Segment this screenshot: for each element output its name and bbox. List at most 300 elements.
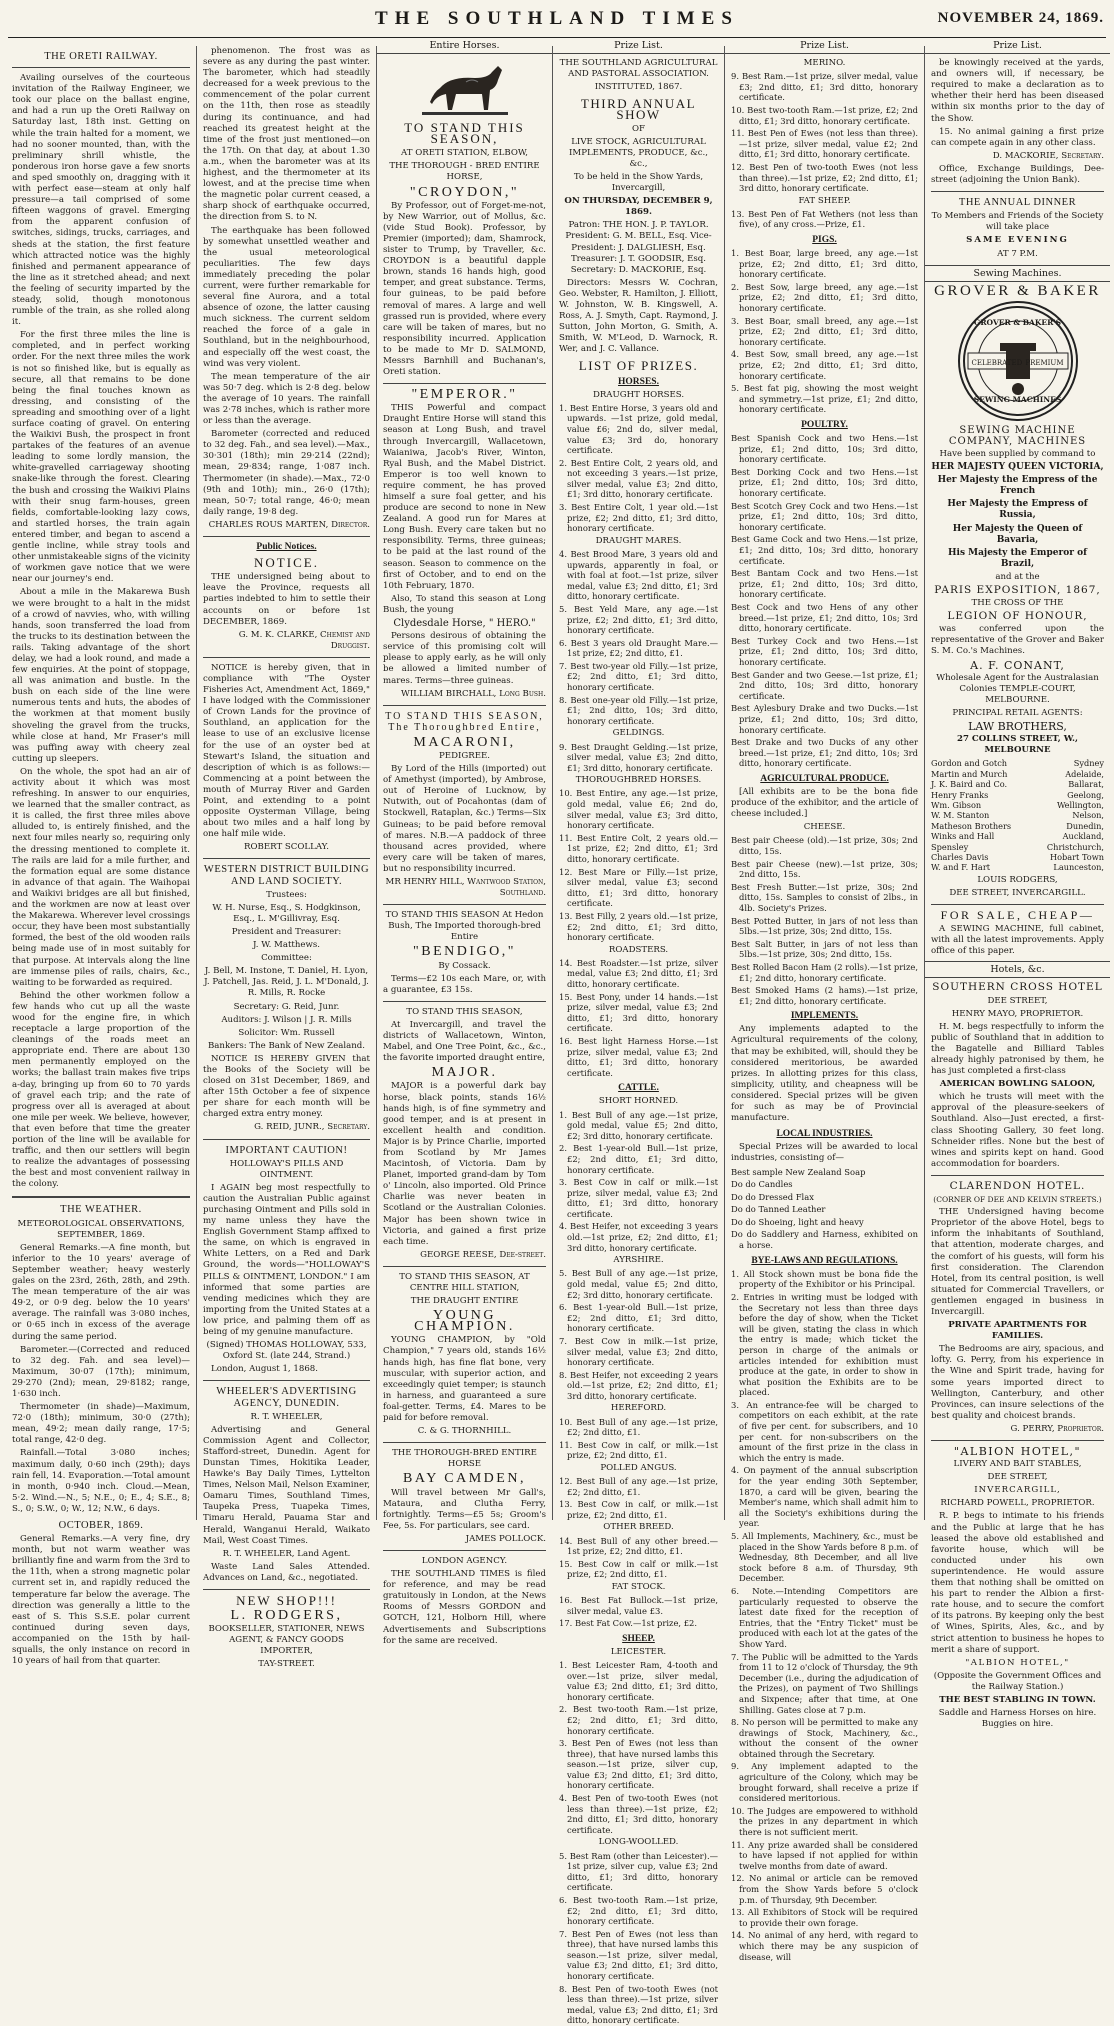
prize-item: 8. Best Pen of two-tooth Ewes (not less than three).—1st prize, silver medal, value £3; 2nd ditto, £1; 3rd ditto, honorary certificate. (559, 1983, 718, 2026)
directors: Directors: Messrs W. Cochran, Geo. Webster, R. Hamilton, J. Elliott, W. Johnston, W. B. Kingswell, A. Ross, A. J. Smyth, Capt. Raymond, J. Sutton, John Morton, G. Smith, A. Smith, W. M'Leod, D. Warnock, R. Wer, and J. C. Vallance. (559, 277, 718, 355)
ad-lead: TO STAND THIS SEASON, The Thoroughbred Entire, (385, 710, 544, 733)
wheeler-signature: R. T. WHEELER, Land Agent. (222, 1548, 351, 1559)
value: Auditors: J. Wilson | J. R. Mills (221, 1014, 352, 1025)
ad-place: AT ORETI STATION, ELBOW, (401, 148, 528, 159)
royal-patron: Her Majesty the Queen of Bavaria, (952, 523, 1083, 545)
agri-note: [All exhibits are to be the bona fide produce of the exhibitor, and the article of cheese included.] (731, 787, 918, 820)
ad-text: Terms—£2 10s each Mare, or, with a guarantee, £3 15s. (383, 973, 546, 995)
value: Bankers: The Bank of New Zealand. (207, 1040, 365, 1051)
agent-row (931, 779, 1104, 789)
prize-item: 3. Best Cow in calf or milk.—1st prize, silver medal, value £3; 2nd ditto, £1; 3rd ditto, honorary certificate. (559, 1177, 718, 1219)
divider (383, 1442, 546, 1443)
prize-list (559, 403, 718, 534)
company-name: SEWING MACHINE COMPANY, MACHINES (948, 424, 1087, 447)
label: Committee: (261, 953, 312, 964)
shop-heading: NEW SHOP!!! (236, 1593, 337, 1608)
ad-lead: THE THOROUGH-BRED ENTIRE HORSE (392, 1448, 537, 1470)
divider (12, 67, 190, 68)
section-heading: Public Notices. (256, 542, 317, 553)
local-item: Do do Shoeing, light and heavy (731, 1216, 864, 1227)
section-heading: Hotels, &c. (925, 961, 1110, 978)
bylaw-item: 13. All Exhibitors of Stock will be required to provide their own forage. (731, 1907, 918, 1928)
weather-paragraph: General Remarks.—A very fine, dry month, but not warm weather was brilliantly fine and warm from the 3rd to the 11th, when a strong magnetic polar current set in, and rapidly reduced the temperature far below the average. The direction was generally a little to the east of S. This S.S.E. polar current continued during seven days, accompanied on the 15th by hail-squalls, the only instance on record in 10 years of hail from that quarter. (12, 1534, 190, 1667)
column-heading: Prize List. (725, 40, 924, 54)
masthead (8, 4, 1106, 38)
local-list (731, 1167, 918, 1251)
seal-right: PREMIUM (1025, 358, 1064, 367)
prize-list (559, 1660, 718, 1836)
column-heading: Entire Horses. (377, 40, 552, 54)
divider (383, 904, 546, 905)
prize-item: 7. Best Pen of Ewes (not less than three), that have nursed lambs this season.—1st prize, silver medal, value £3; 2nd ditto, £1; 3rd ditto, honorary certificate. (559, 1928, 718, 1982)
hotel-text: which he trusts will meet with the approval of the pleasure-seekers of Southland. Also—Just erected, a first-class Shooting Gallery, 30 feet long. Schneider rifles. None but the best of wines and spirits kept on hand. Good accommodation for boarders. (931, 1092, 1104, 1169)
agent-city: Ballarat, (1068, 779, 1104, 790)
ad-lead: TO STAND THIS SEASON At Hedon Bush, The Imported thorough-bred Entire (385, 910, 544, 943)
subsection: POLLED ANGUS. (600, 1462, 677, 1473)
divider (203, 657, 370, 658)
bylaws-list (731, 1269, 918, 1962)
wheeler-heading: WHEELER'S ADVERTISING AGENCY, DUNEDIN. (216, 1386, 357, 1409)
column-3 (376, 40, 552, 1646)
divider (931, 904, 1104, 905)
prize-list (559, 1536, 718, 1580)
divider (12, 1196, 190, 1198)
subsection: THOROUGHBRED HORSES. (575, 775, 702, 786)
cross-text: THE CROSS OF THE (971, 598, 1064, 609)
royal-patron: HER MAJESTY QUEEN VICTORIA, (931, 462, 1104, 473)
section-heading: IMPLEMENTS. (790, 1011, 859, 1022)
divider (383, 383, 546, 384)
local-item: Do do Dressed Flax (731, 1191, 814, 1202)
prize-item: 2. Best Entire Colt, 2 years old, and not exceeding 3 years.—1st prize, silver medal, value £3; 2nd ditto, £1; 3rd ditto, honorary certificate. (559, 457, 718, 500)
ad-signature: WILLIAM BIRCHALL, Long Bush. (401, 688, 546, 699)
subsection: CHEESE. (803, 822, 846, 833)
column-1 (6, 46, 196, 1667)
agent-city: Adelaide, (1065, 768, 1104, 779)
label: Trustees: (266, 889, 307, 900)
prize-item: 2. Best two-tooth Ram.—1st prize, £2; 2nd ditto, £1; 3rd ditto, honorary certificate. (559, 1704, 718, 1736)
prize-item: 1. Best Boar, large breed, any age.—1st prize, £2; 2nd ditto, £1; 3rd ditto, honorary certificate. (731, 248, 918, 280)
divider (383, 1266, 546, 1267)
notice-text: THE undersigned being about to leave the Province, requests all parties indebted to him to settle their accounts on or before 1st DECEMBER, 1869. (203, 572, 370, 627)
local-item: Do do Tanned Leather (731, 1204, 826, 1215)
prize-item: 4. Best Pen of two-tooth Ewes (not less than three).—1st prize, £2; 2nd ditto, £1; 3rd ditto, honorary certificate. (559, 1793, 718, 1835)
ad-sub: THE DRAUGHT ENTIRE (410, 1296, 519, 1307)
show-held: To be held in the Show Yards, Invercargill, (573, 171, 704, 194)
private-apartments: PRIVATE APARTMENTS FOR FAMILIES. (948, 1320, 1087, 1342)
hotel-street: DEE STREET, (987, 1472, 1048, 1483)
agent-city: Dunedin, (1066, 820, 1104, 831)
louis-rodgers: LOUIS RODGERS, (977, 874, 1058, 885)
ad-lead: TO STAND THIS SEASON, (404, 120, 525, 147)
prize-item: 9. Best Ram.—1st prize, silver medal, value £3; 2nd ditto, £1; 3rd ditto, honorary certificate. (731, 71, 918, 103)
column-6 (924, 40, 1110, 1730)
prize-item: Best Salt Butter, in jars of not less than 5lbs.—1st prize, 30s; 2nd ditto, 15s. (731, 938, 918, 960)
notice-signature: ROBERT SCOLLAY. (244, 842, 329, 853)
hotel-name: "ALBION HOTEL," (965, 1657, 1070, 1668)
prize-item: 14. Best Bull of any other breed.—1st prize, £2; 2nd ditto, £1. (559, 1535, 718, 1557)
legion-text: LEGION OF HONOUR, (947, 610, 1088, 623)
prize-item: 4. Best Brood Mare, 3 years old and upwards, apparently in foal, or with foal at foot.—1st prize, silver medal, value £3; 2nd ditto, £1; 3rd ditto, honorary certificate. (559, 548, 718, 602)
conferred-text: was conferred upon the representative of the Grover and Baker S. M. Co.'s Machines. (931, 624, 1104, 657)
secretary-signature: D. MACKORIE, Secretary. (992, 150, 1104, 161)
horse-name: BAY CAMDEN, (403, 1471, 526, 1487)
prize-item: 13. Best Pen of Fat Wethers (not less than five), of any cross.—Prize, £1. (731, 208, 918, 230)
issue-date: NOVEMBER 24, 1869. (937, 10, 1104, 26)
horse-name: "EMPEROR." (411, 387, 518, 403)
weather-paragraph: Barometer.—(Corrected and reduced to 32 deg. Fah. and sea level)—Maximum, 30·07 (17th); minimum, 29·270 (2nd); mean, 29·8182; range, 1·630 inch. (12, 1344, 190, 1399)
caution-heading: IMPORTANT CAUTION! (225, 1144, 348, 1156)
prize-item: 3. Best Entire Colt, 1 year old.—1st prize, £2; 2nd ditto, £1; 3rd ditto, honorary certificate. (559, 502, 718, 534)
hotel-text: H. M. begs respectfully to inform the public of Southland that in addition to the Bagatelle and Billiard Tables already highly patronised by them, he has just completed a first-class (931, 1021, 1104, 1077)
prize-item: 5. Best Yeld Mare, any age.—1st prize, £2; 2nd ditto, £1; 3rd ditto, honorary certificate. (559, 603, 718, 636)
rodgers-description: BOOKSELLER, STATIONER, NEWS AGENT, & FANCY GOODS IMPORTER, (208, 1624, 365, 1657)
agent-name: Winks and Hall (931, 831, 995, 842)
weather-heading: THE WEATHER. (60, 1204, 142, 1216)
agent-name: Henry Franks (931, 789, 989, 800)
prize-list (559, 1476, 718, 1520)
agent-row (931, 769, 1104, 779)
bylaw-item: 4. On payment of the annual subscription for the year ending 30th September, 1870, a card will be given, bearing the Member's name, which shall admit him to all the Society's exhibitions during the year. (731, 1465, 918, 1529)
section-heading: PIGS. (812, 235, 837, 245)
association-name: THE SOUTHLAND AGRICULTURAL AND PASTORAL ASSOCIATION. (559, 58, 718, 80)
prize-item: 6. Best 3 years old Draught Mare.—1st prize, £2; 2nd ditto, £1. (559, 637, 718, 659)
holloway-date: London, August 1, 1868. (211, 1364, 318, 1375)
prize-item: 13. Best Cow in calf, or milk.—1st prize, £2; 2nd ditto, £1. (559, 1499, 718, 1520)
prize-item: 5. Best fat pig, showing the most weight and symmetry.—1st prize, £1; 2nd ditto, honorary certificate. (731, 383, 918, 415)
section-heading: LOCAL INDUSTRIES. (776, 1129, 873, 1140)
agent-row (931, 758, 1104, 768)
prize-item: 11. Best Entire Colt, 2 years old.—1st prize, £2; 2nd ditto, £1; 3rd ditto, honorary certificate. (559, 832, 718, 864)
prize-item: 5. Best Bull of any age.—1st prize, gold medal, value £5; 2nd ditto, £2; 3rd ditto, honorary certificate. (559, 1268, 718, 1300)
prize-item: Best Smoked Hams (2 hams).—1st prize, £1; 2nd ditto, honorary certificate. (731, 985, 918, 1006)
hotel-name: "ALBION HOTEL," (953, 1445, 1082, 1458)
show-title: THIRD ANNUAL SHOW (580, 96, 697, 123)
agent-name: Charles Davis (931, 851, 989, 862)
prize-item: 7. Best Cow in milk.—1st prize, silver medal, value £3; 2nd ditto, honorary certificate. (559, 1335, 718, 1368)
seal-left: CELEBRATED (971, 358, 1023, 367)
prize-item: 9. Best Draught Gelding.—1st prize, silver medal, value £3; 2nd ditto, £1; 3rd ditto, honorary certificate. (559, 741, 718, 773)
show-of: OF (631, 123, 645, 134)
prize-item: 11. Best Pen of Ewes (not less than three).—1st prize, silver medal, value £2; 2nd ditto, £1; 3rd ditto, honorary certificate. (731, 128, 918, 160)
agent-name: Gordon and Gotch (931, 758, 1008, 769)
holloway-signature: (Signed) THOMAS HOLLOWAY, 533, Oxford St. (late 244, Strand.) (206, 1340, 367, 1362)
section-heading: AGRICULTURAL PRODUCE. (760, 773, 889, 784)
agent-city: Geelong, (1067, 789, 1104, 800)
weather-signature: CHARLES ROUS MARTEN, Director. (208, 519, 370, 530)
royal-patron: Her Majesty the Empress of Russia, (947, 499, 1088, 521)
value: Secretary: G. Reid, Junr. (233, 1001, 340, 1012)
subsection: ROADSTERS. (608, 944, 669, 955)
prize-list (731, 71, 918, 194)
prize-item: 16. Best light Harness Horse.—1st prize, silver medal, value £3; 2nd ditto, £1; 3rd ditto, honorary certificate. (559, 1035, 718, 1078)
bylaw-item: 14. No animal of any herd, with regard to which there may be any suspicion of disease, will (731, 1930, 918, 1962)
prize-item: 8. Best one-year old Filly.—1st prize, £1; 2nd ditto, 10s; 3rd ditto, honorary certificate. (559, 694, 718, 726)
prize-item: Best Cock and two Hens of any other breed.—1st prize, £1; 2nd ditto, 10s; 3rd ditto, honorary certificate. (731, 602, 918, 634)
agent-row (931, 862, 1104, 872)
paris-exposition: PARIS EXPOSITION, 1867, (934, 584, 1101, 596)
for-sale-heading: FOR SALE, CHEAP— (940, 907, 1095, 922)
divider (931, 191, 1104, 192)
conant-name: A. F. CONANT, (970, 658, 1065, 672)
prize-item: 15. Best Pony, under 14 hands.—1st prize, silver medal, value £3; 2nd ditto, £1; 3rd ditto, honorary certificate. (559, 991, 718, 1034)
agent-city: Launceston, (1053, 862, 1104, 873)
ad-text: Also, To stand this season at Long Bush, the young (383, 593, 546, 615)
law-address: 27 COLLINS STREET, W., MELBOURNE (956, 734, 1078, 756)
hotel-owner: HENRY MAYO, PROPRIETOR. (951, 1008, 1084, 1019)
prize-item: 2. Best 1-year-old Bull.—1st prize, £2; 2nd ditto, £1; 3rd ditto, honorary certificate. (559, 1143, 718, 1175)
dinner-time: AT 7 P.M. (997, 248, 1038, 259)
and-at: and at the (995, 571, 1040, 582)
bylaw-continued: be knowingly received at the yards, and owners will, if necessary, be required to make a declaration as to whether their herd has been diseased within six months prior to the day of the Show. (931, 58, 1104, 124)
instituted: INSTITUTED, 1867. (594, 82, 683, 93)
rodgers-address: TAY-STREET. (258, 1659, 315, 1670)
weather-subheading: METEOROLOGICAL OBSERVATIONS, SEPTEMBER, 1869. (17, 1218, 185, 1240)
ad-signature: JAMES POLLOCK. (465, 1533, 546, 1544)
prize-item: 1. Best Leicester Ram, 4-tooth and over.—1st prize, silver medal, value £3; 2nd ditto, £1; 3rd ditto, honorary certificate. (559, 1659, 718, 1702)
royal-patron: His Majesty the Emperor of Brazil, (948, 547, 1087, 569)
divider (203, 858, 370, 859)
prize-item: 2. Best Sow, large breed, any age.—1st prize, £2; 2nd ditto, £1; 3rd ditto, honorary certificate. (731, 281, 918, 314)
for-sale-text: A SEWING MACHINE, full cabinet, with all the latest improvements. Apply office of this paper. (931, 924, 1104, 957)
column-2 (196, 46, 376, 1670)
ad-text: YOUNG CHAMPION, by "Old Champion," 7 years old, stands 16½ hands high, has fine flat bone, very muscular, with superior action, and exceedingly quiet temper; is staunch in harness, and guaranteed a sure foal-getter. Terms, £4. Mares to be paid for before removal. (383, 1335, 546, 1424)
ad-text: At Invercargill, and travel the districts of Wallacetown, Winton, Mabel, and One Tree Point, &c., &c., the favorite imported draught entire, (383, 1019, 546, 1064)
conant-description: Wholesale Agent for the Australasian Colonies TEMPLE-COURT, MELBOURNE. (936, 672, 1099, 705)
prize-item: 10. Best Entire, any age.—1st prize, gold medal, value £6; 2nd do, silver medal, value £3; 3rd ditto, honorary certificate. (559, 788, 718, 831)
prize-item: Best Scotch Grey Cock and two Hens.—1st prize, £1; 2nd ditto, 10s; 3rd ditto, honorary certificate. (731, 500, 918, 532)
prize-item: Best Game Cock and two Hens.—1st prize, £1; 2nd ditto, 10s; 3rd ditto, honorary certificate. (731, 534, 918, 566)
value: J. W. Matthews. (253, 940, 320, 951)
prize-list (559, 1268, 718, 1401)
weather-continued: phenomenon. The frost was as severe as any during the past winter. The barometer, which had steadily decreased for a week previous to the commencement of the polar current on the 11th, then rose as steadily during its continuance, and had reached its greatest height at the time of the frost just mentioned—on the 17th. On that day, at about 1.30 a.m., when the barometer was at its highest, and the thermometer at its lowest, and at the precise time when the magnetic polar current ceased, a sharp shock of earthquake occurred, the direction from S. to N. (203, 46, 370, 223)
prize-item: 10. Best two-tooth Ram.—1st prize, £2; 2nd ditto, £1; 3rd ditto, honorary certificate. (731, 104, 918, 126)
divider (383, 1550, 546, 1551)
local-item: Do do Saddlery and Harness, exhibited on a horse. (731, 1229, 918, 1251)
prize-item: Best Aylesbury Drake and two Ducks.—1st prize, £1; 2nd ditto, 10s; 3rd ditto, honorary certificate. (731, 703, 918, 735)
bowling-saloon: AMERICAN BOWLING SALOON, (939, 1079, 1096, 1090)
article-paragraph: About a mile in the Makarewa Bush we were brought to a halt in the midst of a crowd of navvies, who, with willing hands, soon transferred the load from the trucks to its destination between the rails. Taking advantage of the short delay, we had a look round, and made a few enquiries. At the point of stoppage, all was animation and bustle. In the bush on each side of the line were numerous tents and huts, the abodes of the workmen at that moment busily shoveling the gravel from the trucks, while close at hand, Mr Fraser's mill was puffing away with cheery zeal cutting up sleepers. (12, 587, 190, 764)
prize-item: 14. Best Roadster.—1st prize, silver medal, value £3; 2nd ditto, £1; 3rd ditto, honorary certificate. (559, 957, 718, 989)
divider (383, 1001, 546, 1002)
subsection: MERINO. (803, 58, 846, 69)
label: President and Treasurer: (231, 926, 342, 937)
prize-item: Best pair Cheese (old).—1st prize, 30s; 2nd ditto, 15s. (731, 835, 918, 856)
officers: Patron: THE HON. J. P. TAYLOR. President: G. M. BELL, Esq. Vice-President: J. DALGLIESH, Esq. Treasurer: J. T. GOODSIR, Esq. Secretary: D. MACKORIE, Esq. (565, 220, 712, 275)
prize-list (559, 1595, 718, 1629)
bylaw-item: 3. An entrance-fee will be charged to competitors on each exhibit, at the rate of five per cent. for subscribers, and 10 per cent. for non-subscribers on the amount of the first prize in the class in which the entry is made. (731, 1399, 918, 1463)
horse-name: "CROYDON," (409, 184, 520, 200)
hotel-owner: RICHARD POWELL, PROPRIETOR. (940, 1498, 1095, 1509)
prize-item: Best Bantam Cock and two Hens.—1st prize, £1; 2nd ditto, 10s; 3rd ditto, honorary certificate. (731, 568, 918, 600)
retail-heading: PRINCIPAL RETAIL AGENTS: (952, 707, 1083, 718)
ad-text: Persons desirous of obtaining the service of this promising colt will please to apply early, as he will only be allowed a limited number of mares. Terms—three guineas. (383, 631, 546, 686)
bylaw-item: 8. No person will be permitted to make any drawings of Stock, Machinery, &c., without the consent of the owner obtained through the Secretary. (731, 1717, 918, 1759)
prize-item: 3. Best Boar, small breed, any age.—1st prize, £2; 2nd ditto, £1; 3rd ditto, honorary certificate. (731, 315, 918, 347)
section-heading: BYE-LAWS AND REGULATIONS. (751, 1255, 898, 1266)
bylaw-item: 2. Entries in writing must be lodged with the Secretary not less than three days before the day of show, when the Ticket will be given, stating the class in which the entry is made; which ticket the person in charge of the animals or articles intended for exhibition must produce at the gate, in order to show in what position the Exhibits are to be placed. (731, 1291, 918, 1398)
horse-name: MACARONI, (413, 734, 516, 750)
value: J. Bell, M. Instone, T. Daniel, H. Lyon, J. Patchell, Jas. Reid, J. L. M'Donald, J. R. Mills, R. Rocke (204, 966, 369, 999)
prize-item: 4. Best Sow, small breed, any age.—1st prize, £2; 2nd ditto, £1; 3rd ditto, honorary certificate. (731, 349, 918, 381)
dinner-heading: THE ANNUAL DINNER (958, 197, 1077, 209)
subsection: DRAUGHT MARES. (595, 535, 682, 546)
notice-signature: G. M. K. CLARKE, Chemist and Druggist. (238, 629, 370, 651)
horse-name: MAJOR. (431, 1065, 498, 1081)
rodgers-name: L. RODGERS, (230, 1608, 343, 1624)
prize-list (559, 788, 718, 942)
agent-name: W. M. Stanton (931, 810, 990, 821)
royal-patron: Her Majesty the Empress of the French (937, 475, 1098, 497)
sewing-machine-seal-icon (958, 301, 1078, 421)
horse-name: Clydesdale Horse, " HERO." (393, 618, 536, 630)
article-paragraph: Behind the other workmen follow a few hands who cut up all the waste wood for the engine fire, in which receptacle a large proportion of the cleanings of the roads meet an appropriate end. There are about 130 men permanently employed on the works; the ballast train makes five trips a-day, bringing up from 60 to 70 yards of gravel each trip; and the rate of progress over all is averaged at about one mile per week. We believe, however, that even before that time the greater portion of the line will be available for traffic, and then our settlers will begin to realize the advantages of possessing the best and most convenient railway in the colony. (12, 990, 190, 1190)
column-heading: Prize List. (925, 40, 1110, 54)
wheeler-text: Waste Land Sales Attended. Advances on Land, &c., negotiated. (203, 1561, 370, 1583)
ad-signature: GEORGE REESE, Dee-street. (420, 1249, 546, 1260)
agent-city: Sydney (1073, 758, 1104, 769)
agent-name: Matheson Brothers (931, 820, 1012, 831)
prize-list (731, 835, 918, 1006)
subsection: OTHER BREED. (603, 1522, 674, 1533)
prize-item: 17. Best Fat Cow.—1st prize, £2. (559, 1618, 698, 1629)
divider (383, 705, 546, 706)
bylaw-item: 7. The Public will be admitted to the Yards from 11 to 12 o'clock of Thursday, the 9th December (i.e., during the adjudication of the Prizes), on payment of Two Shillings and Sixpence; after that time, at One Shilling. Gates close at 7 p.m. (731, 1651, 918, 1715)
bylaw-continued: 15. No animal gaining a first prize can compete again in any other class. (931, 126, 1104, 148)
prize-item: 3. Best Pen of Ewes (not less than three), that have nursed lambs this season.—1st prize, silver cup, value £3; 2nd ditto, £1; 3rd ditto, honorary certificate. (559, 1738, 718, 1791)
local-item: Best sample New Zealand Soap (731, 1166, 866, 1177)
prize-list (559, 1110, 718, 1254)
bylaw-item: 5. All Implements, Machinery, &c., must be placed in the Show Yards before 8 p.m. of Wednesday, 8th December, and all live stock before 8 a.m. of Thursday, 9th December. (731, 1531, 918, 1584)
wheeler-name: R. T. WHEELER, (250, 1411, 323, 1422)
prize-list (559, 1851, 718, 2026)
supplied-text: Have been supplied by command to (939, 448, 1096, 459)
saddle-text: Saddle and Harness Horses on hire. Buggies on hire. (938, 1708, 1097, 1730)
hotel-street: DEE STREET, (987, 995, 1048, 1006)
prize-list (559, 549, 718, 727)
agent-row (931, 831, 1104, 841)
seal-sub: SEWING MACHINES (973, 394, 1062, 404)
agent-city: Wellington, (1056, 799, 1104, 810)
subsection: SHORT HORNED. (598, 1096, 679, 1107)
prize-list-title: LIST OF PRIZES. (578, 358, 699, 374)
ad-text: By Lord of the Hills (imported) out of Amethyst (imported), by Ambrose, out of Heroine of Lucknow, by Nutwith, out of Pocahontas (dam of Stockwell, Rataplan, &c.) Terms—Six Guineas; to be paid before removal of mares. N.B.—A paddock of three thousand acres provided, where every care will be taken of mares, but no responsibility incurred. (383, 764, 546, 874)
divider (203, 536, 370, 537)
notice-heading: NOTICE. (254, 555, 319, 571)
prize-item: Best Rolled Bacon Ham (2 rolls).—1st prize, £1; 2nd ditto, honorary certificate. (731, 961, 918, 983)
october-heading: OCTOBER, 1869. (58, 1520, 144, 1531)
grover-baker-title: GROVER & BAKER (934, 282, 1101, 299)
best-stabling: THE BEST STABLING IN TOWN. (939, 1694, 1096, 1705)
article-paragraph: For the first three miles the line is completed, and in perfect working order. For the next three miles the work is not so finished like, but is equally as secure, all that remains to be done being the final touches known as dressing, and consisting of the spreading and smoothing over of a light surface coating of gravel. On entering the Waikivi Bush, the prospect in front partakes of the features of an avenue leading to some lordly mansion, the white-gravelled carriageway shooting snake-like through the forest. Clearing the bush and crossing the Waikivi Plains with their snug farm-houses, green fields, comfortable-looking lazy cows, and startled horses, the train again entered timber, and began to ascend a gentle incline, while stray tools and other unmistakeable signs of the vicinity of workmen gave notice that we were near our journey's end. (12, 330, 190, 585)
section-heading: CATTLE. (618, 1083, 659, 1094)
agent-city: Auckland, (1062, 831, 1104, 842)
agents-list (931, 758, 1104, 872)
bylaw-item: 10. The Judges are empowered to withhold the prizes in any department in which there is not sufficient merit. (731, 1805, 918, 1838)
prize-item: 7. Best two-year old Filly.—1st prize, £2; 2nd ditto, £1; 3rd ditto, honorary certificate. (559, 660, 718, 693)
value: Solicitor: Wm. Russell (238, 1027, 335, 1038)
society-heading: WESTERN DISTRICT BUILDING AND LAND SOCIETY. (203, 864, 370, 887)
bylaw-item: 6. Note.—Intending Competitors are particularly requested to observe the latest date fixed for the reception of Entries, that the "Entry Ticket" must be produced with each lot at the gates of the Show Yard. (731, 1585, 918, 1649)
agent-name: Martin and Murch (931, 768, 1008, 779)
prize-item: Best Turkey Cock and two Hens.—1st prize, £1; 2nd ditto, 10s; 3rd ditto, honorary certificate. (731, 635, 918, 667)
divider (203, 1380, 370, 1381)
local-item: Do do Candles (731, 1179, 793, 1190)
agent-city: Hobart Town (1049, 851, 1104, 862)
louis-address: DEE STREET, INVERCARGILL. (949, 887, 1086, 898)
prize-item: 5. Best Ram (other than Leicester).—1st prize, silver cup, value £3; 2nd ditto, £1; 3rd ditto, honorary certificate. (559, 1850, 718, 1893)
agent-row (931, 810, 1104, 820)
subsection: AYRSHIRE. (613, 1255, 664, 1266)
impl-text: Any implements adapted to the Agricultural requirements of the colony, that may be exhibited, will, should they be considered meritorious, be awarded prizes. In allotting prizes for this class, simplicity, utility, and cheapness will be considered. Special prizes will be given for such as may be of Provincial manufacture. (731, 1024, 918, 1124)
show-date: ON THURSDAY, DECEMBER 9, 1869. (564, 196, 713, 218)
london-heading: LONDON AGENCY. (421, 1555, 508, 1566)
weather-continued: The mean temperature of the air was 50·7 deg. which is 2·8 deg. below the average of 10 years. The rainfall was 2·78 inches, which is rather more or less than the average. (203, 371, 370, 427)
subsection: FAT STOCK. (611, 1581, 666, 1592)
hotel-name: SOUTHERN CROSS HOTEL (932, 981, 1103, 994)
prize-item: 12. Best Pen of two-tooth Ewes (not less than three).—1st prize, £2; 2nd ditto, £1; 3rd ditto, honorary certificate. (731, 161, 918, 194)
bylaw-item: 1. All Stock shown must be bona fide the property of the Exhibitor or his Principal. (731, 1268, 918, 1290)
hotel-text: R. P. begs to intimate to his friends and the Public at large that he has leased the above old established and favorite house, which will be conducted under his own superintendence. He would assure them that nothing shall be omitted on his part to render the Albion a first-rate house, and to secure the comfort of its patrons. By keeping only the best of Wines, Spirits, Ales, &c., and by strict attention to business he hopes to merit a share of support. (931, 1511, 1104, 1655)
subsection: LEICESTER. (610, 1646, 667, 1657)
hotel-opposite: (Opposite the Government Offices and the Railway Station.) (933, 1670, 1102, 1692)
ad-sub: PEDIGREE. (439, 750, 490, 761)
dinner-text: To Members and Friends of the Society will take place (931, 211, 1104, 233)
bylaw-item: 12. No animal or article can be removed from the Show Yards before 5 o'clock p.m. of Thursday, 9th December. (731, 1873, 918, 1905)
ad-signature: C. & G. THORNHILL. (417, 1426, 512, 1437)
show-items: LIVE STOCK, AGRICULTURAL IMPLEMENTS, PRODUCE, &c., &c., (569, 136, 708, 169)
dinner-same: SAME EVENING (966, 235, 1069, 246)
hotel-text: The Bedrooms are airy, spacious, and lofty. G. Perry, from his experience in the Wine and Spirit trade, having for some years imported direct to Wellington, Canterbury, and other Provinces, can insure selections of the best quality and choicest brands. (931, 1344, 1104, 1421)
subsection: LONG-WOOLLED. (598, 1837, 679, 1848)
column-5 (724, 40, 924, 1962)
prize-item: Best Gander and two Geese.—1st prize, £1; 2nd ditto, 10s; 3rd ditto, honorary certificate. (731, 669, 918, 701)
prize-item: 15. Best Cow in calf or milk.—1st prize, £2; 2nd ditto, £1. (559, 1558, 718, 1580)
prize-item: Best Drake and two Ducks of any other breed.—1st prize, £1; 2nd ditto, 10s; 3rd ditto, honorary certificate. (731, 737, 918, 769)
section-heading: POULTRY. (801, 420, 848, 430)
prize-item: Best Dorking Cock and two Hens.—1st prize, £1; 2nd ditto, 10s; 3rd ditto, honorary certificate. (731, 466, 918, 499)
newspaper-title: THE SOUTHLAND TIMES (375, 8, 739, 29)
notice-text: NOTICE IS HEREBY GIVEN that the Books of the Society will be closed on 31st December, 1869, and after 15th October a fee of sixpence per share for each month will be charged extra entry money. (203, 1053, 370, 1120)
ad-text: THIS Powerful and compact Draught Entire Horse will stand this season at Long Bush, and travel through Invercargill, Wallacetown, Waianiwa, Jacob's River, Winton, Ryal Bush, and the Mabel District. Emperor is too well known to require comment, he has proved himself a sure foal getter, and his produce are second to none in New Zealand. A good run for Mares at Long Bush. Every care taken but no responsibility. Terms, three guineas; to be paid at the last round of the season. Season to commence on the first of October, and to end on the 10th February, 1870. (383, 403, 546, 591)
agent-row (931, 800, 1104, 810)
prize-list (731, 248, 918, 415)
hotel-sub: LIVERY AND BAIT STABLES, (953, 1459, 1082, 1470)
prize-item: Best Potted Butter, in jars of not less than 5lbs.—1st prize, 30s; 2nd ditto, 15s. (731, 915, 918, 937)
hotel-corner: (CORNER OF DEE AND KELVIN STREETS.) (933, 1195, 1102, 1205)
local-text: Special Prizes will be awarded to local industries, consisting of— (731, 1142, 918, 1164)
column-4 (552, 40, 724, 2026)
agent-name: Wm. Gibson (931, 799, 982, 810)
horse-name: YOUNG CHAMPION. (414, 1308, 515, 1335)
value: W. H. Nurse, Esq., S. Hodgkinson, Esq., L. M'Gillivray, Esq. (212, 902, 361, 924)
section-heading: Sewing Machines. (925, 265, 1110, 282)
prize-item: 12. Best Mare or Filly.—1st prize, silver medal, value £3; second ditto, £1; 3rd ditto, honorary certificate. (559, 866, 718, 909)
agent-name: J. K. Baird and Co. (931, 779, 1008, 790)
agent-city: Nelson, (1072, 810, 1104, 821)
prize-item: Best pair Cheese (new).—1st prize, 30s; 2nd ditto, 15s. (731, 858, 918, 880)
ad-sub: By Cossack. (438, 960, 491, 971)
prize-item: 6. Best two-tooth Ram.—1st prize, £2; 2nd ditto, £1; 3rd ditto, honorary certificate. (559, 1894, 718, 1927)
agent-name: W. and F. Hart (931, 862, 991, 873)
prize-item: 10. Best Bull of any age.—1st prize, £2; 2nd ditto, £1. (559, 1416, 718, 1438)
law-brothers: LAW BROTHERS, (968, 720, 1067, 734)
prize-item: 16. Best Fat Bullock.—1st prize, silver medal, value £3. (559, 1594, 718, 1616)
divider (203, 1139, 370, 1140)
article-paragraph: On the whole, the spot had an air of activity about it which was most refreshing. In answer to our enquiries, we learned that the smaller contract, as it is called, the first three miles above alluded to, is entirely finished, and the next four miles nearly so, requiring only the dressing mentioned to complete it. The rails are laid for a mile further, and the formation equal are some distance in advance of that again. The Waihopai and Waikivi bridges are all but finished, and the workmen are now at least over the Makarewa. Wherever level crossings occur, they have been most substantially formed, the best of the old wooden rails being made use of in most suitably for that purpose. At intervals along the line are immense piles of rails, chairs, &c., waiting to be forwarded as required. (12, 766, 190, 988)
london-text: THE SOUTHLAND TIMES is filed for reference, and may be read gratuitously in London, at the News Rooms of Messrs GORDON and GOTCH, 121, Holborn Hill, where Advertisements and Subscriptions for the same are received. (383, 1569, 546, 1646)
column-heading: Prize List. (553, 40, 724, 54)
